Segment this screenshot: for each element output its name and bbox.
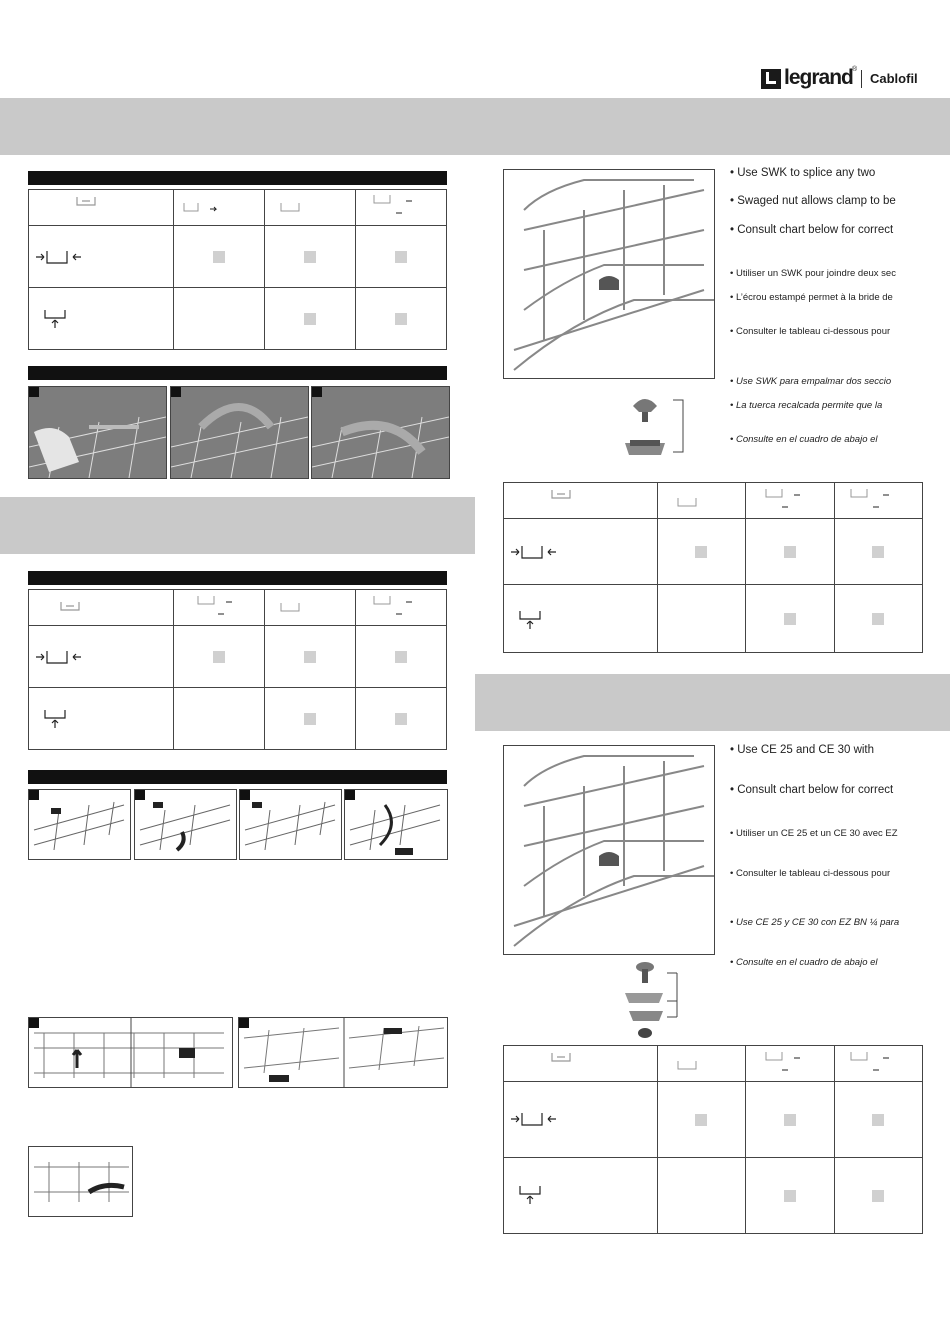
step-number (29, 790, 39, 800)
ce-clamp-icon (615, 955, 690, 1041)
cell (657, 585, 745, 653)
swk-bullet-fr-1: • Utiliser un SWK pour joindre deux sec (730, 268, 896, 279)
applicable-mark (695, 1114, 707, 1126)
tray-line-drawing (239, 1018, 447, 1087)
applicable-mark (695, 546, 707, 558)
bottom-splice-icon (43, 308, 73, 330)
table1-heading-bar (28, 171, 447, 185)
side-splice-icon (510, 1110, 560, 1128)
table2-heading-bar (28, 571, 447, 585)
ce-bullet-es-1: • Use CE 25 y CE 30 con EZ BN ¼ para (730, 917, 900, 928)
side-splice-icon (35, 648, 85, 666)
header-cell-2 (657, 1046, 745, 1082)
row-label-bottom (504, 1158, 658, 1234)
cell (265, 688, 356, 750)
swk-bullet-fr-3: • Consulter le tableau ci-dessous pour (730, 326, 891, 337)
applicable-mark (784, 1190, 796, 1202)
section-band-left (0, 497, 475, 554)
tray-width-icon (676, 494, 706, 514)
bottom-splice-icon (43, 708, 73, 730)
logo-text: legrand (784, 66, 853, 89)
install-step-drawing-2 (134, 789, 237, 860)
tray-line-drawing (29, 790, 130, 859)
tray-width-icon (676, 1057, 706, 1077)
tray-profile-icon (71, 195, 101, 211)
step-number (312, 387, 322, 397)
applicable-mark (872, 546, 884, 558)
ce-bullet-fr-1: • Utiliser un CE 25 et un CE 30 avec EZ (730, 828, 898, 839)
swk-bullet-es-3: • Consulte en el cuadro de abajo el (730, 434, 878, 445)
row-label-bottom (29, 288, 174, 350)
logo-registered: ® (852, 66, 858, 73)
ce-bullet-fr-2: • Consulter le tableau ci-dessous pour (730, 868, 891, 879)
tray-line-drawing (135, 790, 236, 859)
splice-drawing-3 (28, 1146, 133, 1217)
swk-bullet-es-2: • La tuerca recalcada permite que la (730, 400, 883, 411)
section-band-right (475, 674, 950, 731)
splice-drawing-2 (238, 1017, 448, 1088)
ce-bullet-en-2: • Consult chart below for correct (730, 784, 894, 796)
install-step-drawing-4 (344, 789, 448, 860)
swk-bullet-en-1: • Use SWK to splice any two (730, 167, 876, 179)
cell (265, 226, 356, 288)
swk-bullet-fr-2: • L’écrou estampé permet à la bride de (730, 292, 893, 303)
header-cell-2 (174, 190, 265, 226)
cell (356, 688, 447, 750)
cell (657, 1158, 745, 1234)
tray-width-icon (279, 599, 309, 619)
header-cell-3 (746, 483, 834, 519)
steps1-heading-bar (28, 366, 447, 380)
ce-bullet-es-2: • Consulte en el cuadro de abajo el (730, 957, 878, 968)
compatibility-table-2 (28, 589, 447, 750)
tray-profile-icon (546, 488, 576, 504)
header-cell-4 (356, 190, 447, 226)
header-cell-2 (174, 590, 265, 626)
compatibility-table-4 (503, 1045, 923, 1234)
header-cell-4 (834, 1046, 922, 1082)
swk-bullet-en-2: • Swaged nut allows clamp to be (730, 195, 896, 207)
install-step-drawing-3 (239, 789, 342, 860)
header-cell-3 (265, 190, 356, 226)
row-label-side (504, 519, 658, 585)
cell (174, 226, 265, 288)
header-cell-4 (834, 483, 922, 519)
splice-drawing-1 (28, 1017, 233, 1088)
applicable-mark (304, 713, 316, 725)
applicable-mark (395, 313, 407, 325)
cell (746, 585, 834, 653)
section-band-top (0, 98, 950, 155)
swk-bullet-en-3: • Consult chart below for correct (730, 224, 894, 236)
tray-width-icon (849, 487, 899, 515)
tray-width-icon (372, 594, 422, 622)
install-step-drawing-1 (28, 789, 131, 860)
brand-name: Cablofil (870, 71, 918, 86)
header-cell-4 (356, 590, 447, 626)
tray-width-icon (764, 1050, 814, 1078)
cell (834, 585, 922, 653)
tray-profile-icon (546, 1051, 576, 1067)
side-splice-icon (35, 248, 85, 266)
header-cell-tray (29, 590, 174, 626)
install-step-photo-2 (170, 386, 309, 479)
wire-tray-illustration (312, 387, 449, 478)
tray-width-icon (764, 487, 814, 515)
header-cell-2 (657, 483, 745, 519)
row-label-side (29, 226, 174, 288)
cell (356, 288, 447, 350)
cell (834, 519, 922, 585)
step-number (29, 387, 39, 397)
row-label-side (504, 1082, 658, 1158)
tray-width-icon (849, 1050, 899, 1078)
applicable-mark (784, 613, 796, 625)
tray-width-icon (279, 199, 309, 219)
cell (174, 688, 265, 750)
cell (174, 288, 265, 350)
compatibility-table-1 (28, 189, 447, 350)
wire-tray-illustration (171, 387, 308, 478)
step-number (171, 387, 181, 397)
applicable-mark (304, 651, 316, 663)
swk-product-photo (503, 169, 715, 379)
compatibility-table-3 (503, 482, 923, 653)
step-number (29, 1018, 39, 1028)
install-step-photo-3 (311, 386, 450, 479)
tray-profile-icon (55, 600, 85, 616)
install-step-photo-1 (28, 386, 167, 479)
cell (265, 288, 356, 350)
applicable-mark (213, 251, 225, 263)
applicable-mark (395, 713, 407, 725)
cell (356, 626, 447, 688)
cell (356, 226, 447, 288)
header-cell-tray (504, 1046, 658, 1082)
swk-bullet-es-1: • Use SWK para empalmar dos seccio (730, 376, 892, 387)
tray-width-icon (372, 193, 422, 221)
swk-clamp-icon (615, 388, 690, 463)
tray-line-drawing (29, 1018, 232, 1087)
bottom-splice-icon (518, 609, 548, 631)
wire-tray-illustration (29, 387, 166, 478)
swk-clamp-parts (615, 388, 690, 463)
applicable-mark (395, 651, 407, 663)
legrand-mark-icon (760, 68, 782, 90)
steps2-heading-bar (28, 770, 447, 784)
tray-line-drawing (240, 790, 341, 859)
header-cell-3 (746, 1046, 834, 1082)
ce-clamp-parts (615, 955, 690, 1041)
cell (834, 1158, 922, 1234)
tray-line-drawing (345, 790, 447, 859)
applicable-mark (872, 1114, 884, 1126)
ce-bullet-en-1: • Use CE 25 and CE 30 with (730, 744, 875, 756)
wire-tray-photo (504, 170, 714, 378)
applicable-mark (304, 313, 316, 325)
tray-width-icon (196, 594, 246, 622)
cell (834, 1082, 922, 1158)
step-number (345, 790, 355, 800)
ce-product-photo (503, 745, 715, 955)
applicable-mark (304, 251, 316, 263)
row-label-bottom (504, 585, 658, 653)
applicable-mark (784, 546, 796, 558)
side-splice-icon (510, 543, 560, 561)
applicable-mark (872, 1190, 884, 1202)
step-number (135, 790, 145, 800)
row-label-side (29, 626, 174, 688)
applicable-mark (395, 251, 407, 263)
tray-line-drawing (29, 1147, 132, 1216)
logo-divider (861, 70, 862, 88)
applicable-mark (213, 651, 225, 663)
step-number (240, 790, 250, 800)
cell (746, 1082, 834, 1158)
tray-width-icon (182, 199, 226, 219)
cell (657, 1082, 745, 1158)
wire-tray-photo (504, 746, 714, 954)
cell (265, 626, 356, 688)
header-cell-tray (29, 190, 174, 226)
header-cell-tray (504, 483, 658, 519)
bottom-splice-icon (518, 1184, 548, 1206)
applicable-mark (872, 613, 884, 625)
cell (657, 519, 745, 585)
cell (746, 519, 834, 585)
cell (746, 1158, 834, 1234)
cell (174, 626, 265, 688)
brand-logo (760, 66, 930, 92)
row-label-bottom (29, 688, 174, 750)
header-cell-3 (265, 590, 356, 626)
step-number (239, 1018, 249, 1028)
applicable-mark (784, 1114, 796, 1126)
